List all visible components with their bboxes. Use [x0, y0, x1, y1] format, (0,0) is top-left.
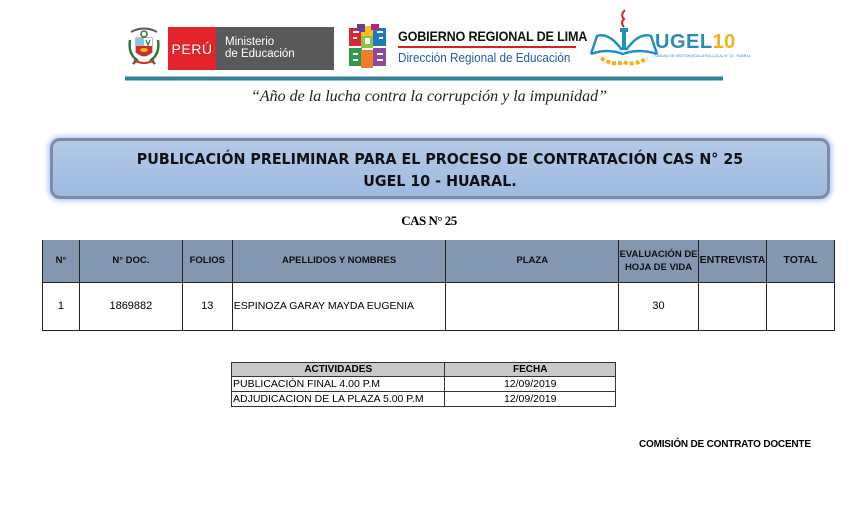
activity-name: PUBLICACIÓN FINAL 4.00 P.M	[232, 377, 445, 392]
cell-folios: 13	[182, 282, 232, 330]
header-logo-band	[125, 10, 751, 82]
col-header-interview: ENTREVISTA	[699, 240, 767, 282]
cell-name: ESPINOZA GARAY MAYDA EUGENIA	[232, 282, 446, 330]
results-header-row	[43, 240, 835, 282]
results-table	[42, 240, 835, 331]
cell-doc: 1869882	[79, 282, 182, 330]
ugel-label: UGEL	[655, 31, 713, 53]
cell-eval: 30	[619, 282, 699, 330]
activity-row	[232, 392, 616, 407]
activity-row	[232, 377, 616, 392]
title-line-2: UGEL 10 - HUARAL.	[363, 172, 517, 190]
col-header-eval-line1: EVALUACIÓN DE	[619, 248, 698, 260]
regional-government-subtitle: Dirección Regional de Educación	[398, 50, 571, 65]
col-header-eval	[619, 240, 699, 282]
cell-interview	[699, 282, 767, 330]
cell-number: 1	[43, 282, 80, 330]
col-header-name: APELLIDOS Y NOMBRES	[232, 240, 446, 282]
col-header-total: TOTAL	[767, 240, 835, 282]
activities-table	[231, 362, 616, 407]
cas-number-label: CAS N° 25	[401, 213, 457, 228]
activity-date: 12/09/2019	[445, 377, 616, 392]
ministry-line1: Ministerio	[225, 36, 275, 48]
publication-title-box	[50, 138, 830, 199]
ugel-book-torch-icon	[587, 6, 659, 70]
ministry-brand-block	[216, 27, 334, 70]
ministry-line2: de Educación	[225, 48, 295, 60]
activity-date: 12/09/2019	[445, 392, 616, 407]
activity-name: ADJUDICACION DE LA PLAZA 5.00 P.M	[232, 392, 445, 407]
title-line-1: PUBLICACIÓN PRELIMINAR PARA EL PROCESO DE CONTRATACIÓN CAS N° 25	[136, 150, 744, 168]
peru-coat-of-arms-icon	[127, 26, 161, 66]
col-header-activities: ACTIVIDADES	[232, 363, 445, 377]
ugel-tagline: UNIDAD DE GESTIÓN EDUCATIVA LOCAL N° 10 - HUARAL	[655, 54, 751, 58]
year-motto: “Año de la lucha contra la corrupción y la impunidad”	[251, 88, 607, 105]
cell-plaza	[446, 282, 619, 330]
col-header-doc: N° DOC.	[79, 240, 182, 282]
regional-red-rule	[398, 46, 576, 48]
committee-signature: COMISIÓN DE CONTRATO DOCENTE	[639, 439, 811, 450]
ugel-number: 10	[712, 31, 736, 53]
col-header-eval-line2: HOJA DE VIDA	[624, 261, 693, 273]
peru-brand-block	[168, 27, 216, 70]
ugel-wordmark	[655, 31, 736, 54]
peru-label: PERÚ	[171, 40, 213, 57]
cell-total	[767, 282, 835, 330]
col-header-number: N°	[43, 240, 80, 282]
table-row	[43, 282, 835, 330]
regional-government-title: GOBIERNO REGIONAL DE LIMA	[398, 28, 588, 44]
col-header-plaza: PLAZA	[446, 240, 619, 282]
header-divider	[125, 76, 723, 81]
gobierno-regional-logo-icon	[347, 24, 389, 70]
col-header-date: FECHA	[445, 363, 616, 377]
col-header-folios: FOLIOS	[182, 240, 232, 282]
activities-header-row	[232, 363, 616, 377]
